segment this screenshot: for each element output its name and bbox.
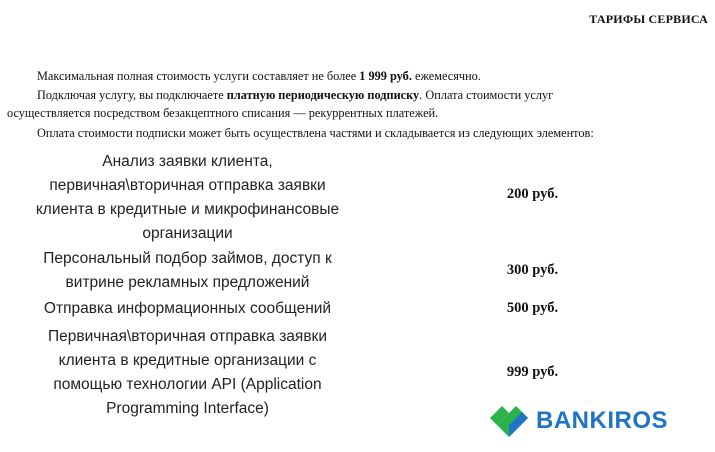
max-cost-value: 1 999 руб.	[359, 69, 412, 83]
paragraph-parts: Оплата стоимости подписки может быть осуществлена частями и складывается из следующих элементов:	[37, 126, 594, 140]
text: Максимальная полная стоимость услуги составляет не более	[37, 69, 360, 83]
text: . Оплата стоимости услуг	[419, 88, 554, 102]
tariff-price: 999 руб.	[506, 364, 559, 380]
paragraph-line	[7, 86, 553, 104]
tariff-price: 200 руб.	[506, 186, 559, 202]
paragraph-max-cost	[37, 67, 481, 85]
checkmark-logo-icon	[488, 402, 530, 440]
tariff-description	[30, 297, 345, 321]
text: Первичная\вторичная отправка заявки	[48, 328, 327, 345]
paragraph-subscription	[7, 86, 553, 122]
text: клиента в кредитные и микрофинансовые	[35, 201, 340, 218]
text: витрине рекламных предложений	[65, 274, 310, 291]
text: организации	[142, 225, 233, 242]
cut-off-text-line	[37, 446, 327, 452]
brand-name: BANKIROS	[536, 407, 669, 434]
text: ежемесячно.	[411, 69, 481, 83]
tariff-description	[30, 150, 345, 246]
page-title: ТАРИФЫ СЕРВИСА	[589, 12, 708, 26]
subscription-bold: платную периодическую подписку	[226, 88, 420, 102]
text: Programming Interface)	[106, 400, 269, 417]
tariff-description	[30, 247, 345, 295]
text: помощью технологии API (Application	[53, 376, 322, 393]
text: Подключая услугу, вы подключаете	[37, 88, 227, 102]
tariff-price: 300 руб.	[506, 262, 559, 278]
text: клиента в кредитные организации с	[58, 352, 317, 369]
text: Отправка информационных сообщений	[43, 300, 332, 317]
tariff-description	[30, 325, 345, 421]
text: первичная\вторичная отправка заявки	[49, 177, 326, 194]
paragraph-line: осуществляется посредством безакцептного списания — рекуррентных платежей.	[7, 106, 439, 120]
bankiros-watermark	[488, 402, 698, 440]
text: Персональный подбор займов, доступ к	[43, 250, 332, 267]
text: Анализ заявки клиента,	[102, 153, 273, 170]
tariff-price: 500 руб.	[506, 300, 559, 316]
